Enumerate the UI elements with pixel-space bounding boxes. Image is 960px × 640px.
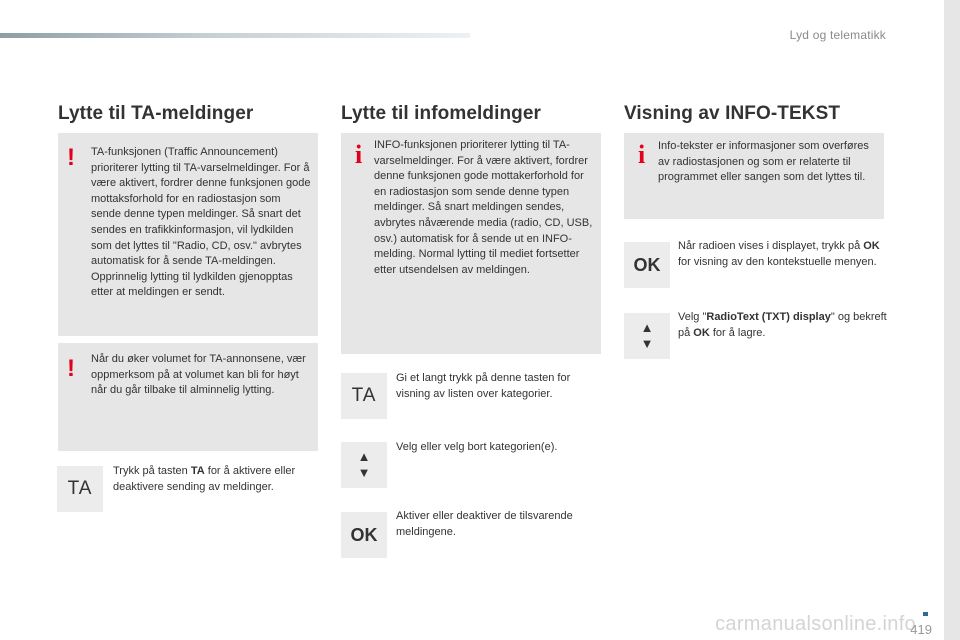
up-down-arrows-icon	[624, 313, 670, 359]
step-open-context-menu: Når radioen vises i displayet, trykk på OK for visning av den kontekstuelle menyen.	[678, 240, 880, 268]
header-bar	[0, 33, 470, 38]
warning-box-ta-function	[58, 133, 318, 336]
ok-key-icon: OK	[341, 512, 387, 558]
page-number: 419	[910, 622, 932, 637]
step-long-press-ta: Gi et langt trykk på denne tasten for visning av listen over kategorier.	[396, 372, 571, 400]
step-activate-messages: Aktiver eller deaktiver de tilsvarende meldingene.	[396, 510, 573, 538]
page-edge-strip	[944, 0, 960, 640]
info-box-info-text	[624, 133, 884, 219]
heading-info-messages: Lytte til infomeldinger	[341, 103, 542, 124]
warning-text-volume: Når du øker volumet for TA-annonsene, vær oppmerksom på at volumet kan bli for høyt når du går tilbake til alminnelig lytting.	[91, 353, 306, 397]
warning-text-ta-function: TA-funksjonen (Traffic Announcement) prioriterer lytting til TA-varselmeldinger. For å være aktivert, fordrer denne funksjonen gode mottaksforhold for en radiostasjon som sende denne typen meldinger. Så snart det sendes en trafikkinformasjon, vil lydkilden som det lyttes til "Radio, CD, osv." avbrytes automatisk for å sende TA-meldingen. Opprinnelig lytting til lydkilden gjenopptas etter at meldingen er sendt.	[91, 146, 311, 299]
step-ta-toggle: Trykk på tasten TA for å aktivere eller deaktivere sending av meldinger.	[113, 465, 296, 493]
step-select-category: Velg eller velg bort kategorien(e).	[396, 441, 558, 453]
heading-ta-messages: Lytte til TA-meldinger	[58, 103, 254, 124]
info-icon: i	[638, 140, 646, 169]
ok-key-icon: OK	[624, 242, 670, 288]
warning-icon: !	[67, 144, 75, 171]
arrow-up-icon: ▲	[357, 449, 371, 464]
info-box-info-function	[341, 133, 601, 354]
page-marker	[923, 612, 928, 616]
section-title: Lyd og telematikk	[789, 28, 886, 42]
step-select-radiotext: Velg "RadioText (TXT) display" og bekreft på OK for å lagre.	[678, 311, 887, 339]
ta-key-icon: TA	[57, 466, 103, 512]
warning-box-volume	[58, 343, 318, 451]
arrow-down-icon: ▼	[357, 465, 371, 480]
info-text-info-function: INFO-funksjonen prioriterer lytting til TA-varselmeldinger. For å være aktivert, fordrer denne funksjonen gode mottakerforhold for en radiostasjon som sende denne typen meldinger. Så snart meldingen sendes, avbrytes nåværende media (radio, CD, USB, osv.) automatisk for å sende ut en INFO-melding. Normal lytting til mediet fortsetter etter utsendelsen av meldingen.	[374, 139, 593, 276]
info-text-radiotext: Info-tekster er informasjoner som overføres av radiostasjonen og som er relaterte til programmet eller sangen som det lyttes til.	[658, 140, 869, 184]
warning-icon: !	[67, 355, 75, 382]
up-down-arrows-icon	[341, 442, 387, 488]
heading-info-text: Visning av INFO-TEKST	[624, 103, 841, 124]
watermark: carmanualsonline.info	[715, 613, 916, 635]
arrow-down-icon: ▼	[640, 336, 654, 351]
info-icon: i	[355, 140, 363, 169]
ta-key-icon: TA	[341, 373, 387, 419]
arrow-up-icon: ▲	[640, 320, 654, 335]
